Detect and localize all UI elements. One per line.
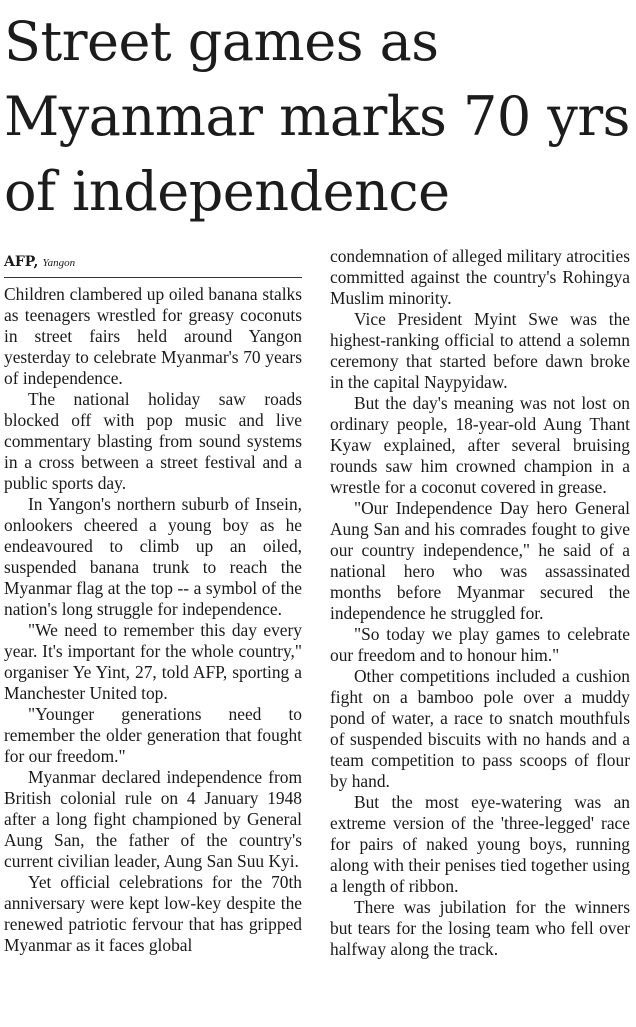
paragraph: In Yangon's northern suburb of Insein, onlookers cheered a young boy as he endeavoured to climb up an oiled, suspended banana trunk to reach the Myanmar flag at the top -- a symbol of the nation's long struggle for independence. bbox=[4, 494, 302, 619]
byline-agency: AFP, bbox=[4, 254, 39, 270]
paragraph: "Our Independence Day hero General Aung San and his comrades fought to give our country independence," he said of a national hero who was assassinated months before Myanmar secured the independence he struggled for. bbox=[330, 498, 630, 623]
paragraph: But the day's meaning was not lost on ordinary people, 18-year-old Aung Thant Kyaw explained, after several bruising rounds saw him crowned champion in a wrestle for a coconut covered in grease. bbox=[330, 393, 630, 497]
paragraph: Vice President Myint Swe was the highest-ranking official to attend a solemn ceremony that started before dawn broke in the capital Naypyidaw. bbox=[330, 309, 630, 392]
column-left bbox=[4, 246, 302, 960]
paragraph: There was jubilation for the winners but tears for the losing team who fell over halfway along the track. bbox=[330, 897, 630, 959]
headline: Street games as Myanmar marks 70 yrs of independence bbox=[4, 10, 630, 223]
column-right bbox=[330, 246, 630, 960]
paragraph: "Younger generations need to remember the older generation that fought for our freedom." bbox=[4, 704, 302, 766]
paragraph: "We need to remember this day every year. It's important for the whole country," organiser Ye Yint, 27, told AFP, sporting a Manchester United top. bbox=[4, 620, 302, 703]
paragraph: Myanmar declared independence from British colonial rule on 4 January 1948 after a long fight championed by General Aung San, the father of the country's current civilian leader, Aung San Suu Kyi. bbox=[4, 767, 302, 871]
paragraph: condemnation of alleged military atrocities committed against the country's Rohingya Muslim minority. bbox=[330, 246, 630, 308]
paragraph: Yet official celebrations for the 70th anniversary were kept low-key despite the renewed patriotic fervour that has gripped Myanmar as it faces global bbox=[4, 872, 302, 955]
paragraph: But the most eye-watering was an extreme version of the 'three-legged' race for pairs of naked young boys, running along with their penises tied together using a length of ribbon. bbox=[330, 792, 630, 896]
byline-place: Yangon bbox=[42, 257, 76, 269]
article-columns bbox=[4, 246, 630, 960]
paragraph: The national holiday saw roads blocked off with pop music and live commentary blasting from sound systems in a cross between a street festival and a public sports day. bbox=[4, 389, 302, 493]
paragraph: "So today we play games to celebrate our freedom and to honour him." bbox=[330, 624, 630, 665]
byline bbox=[4, 254, 302, 278]
paragraph: Other competitions included a cushion fight on a bamboo pole over a muddy pond of water, a race to snatch mouthfuls of suspended biscuits with no hands and a team competition to pass scoops of flour by hand. bbox=[330, 666, 630, 791]
paragraph: Children clambered up oiled banana stalks as teenagers wrestled for greasy coconuts in street fairs held around Yangon yesterday to celebrate Myanmar's 70 years of independence. bbox=[4, 284, 302, 388]
